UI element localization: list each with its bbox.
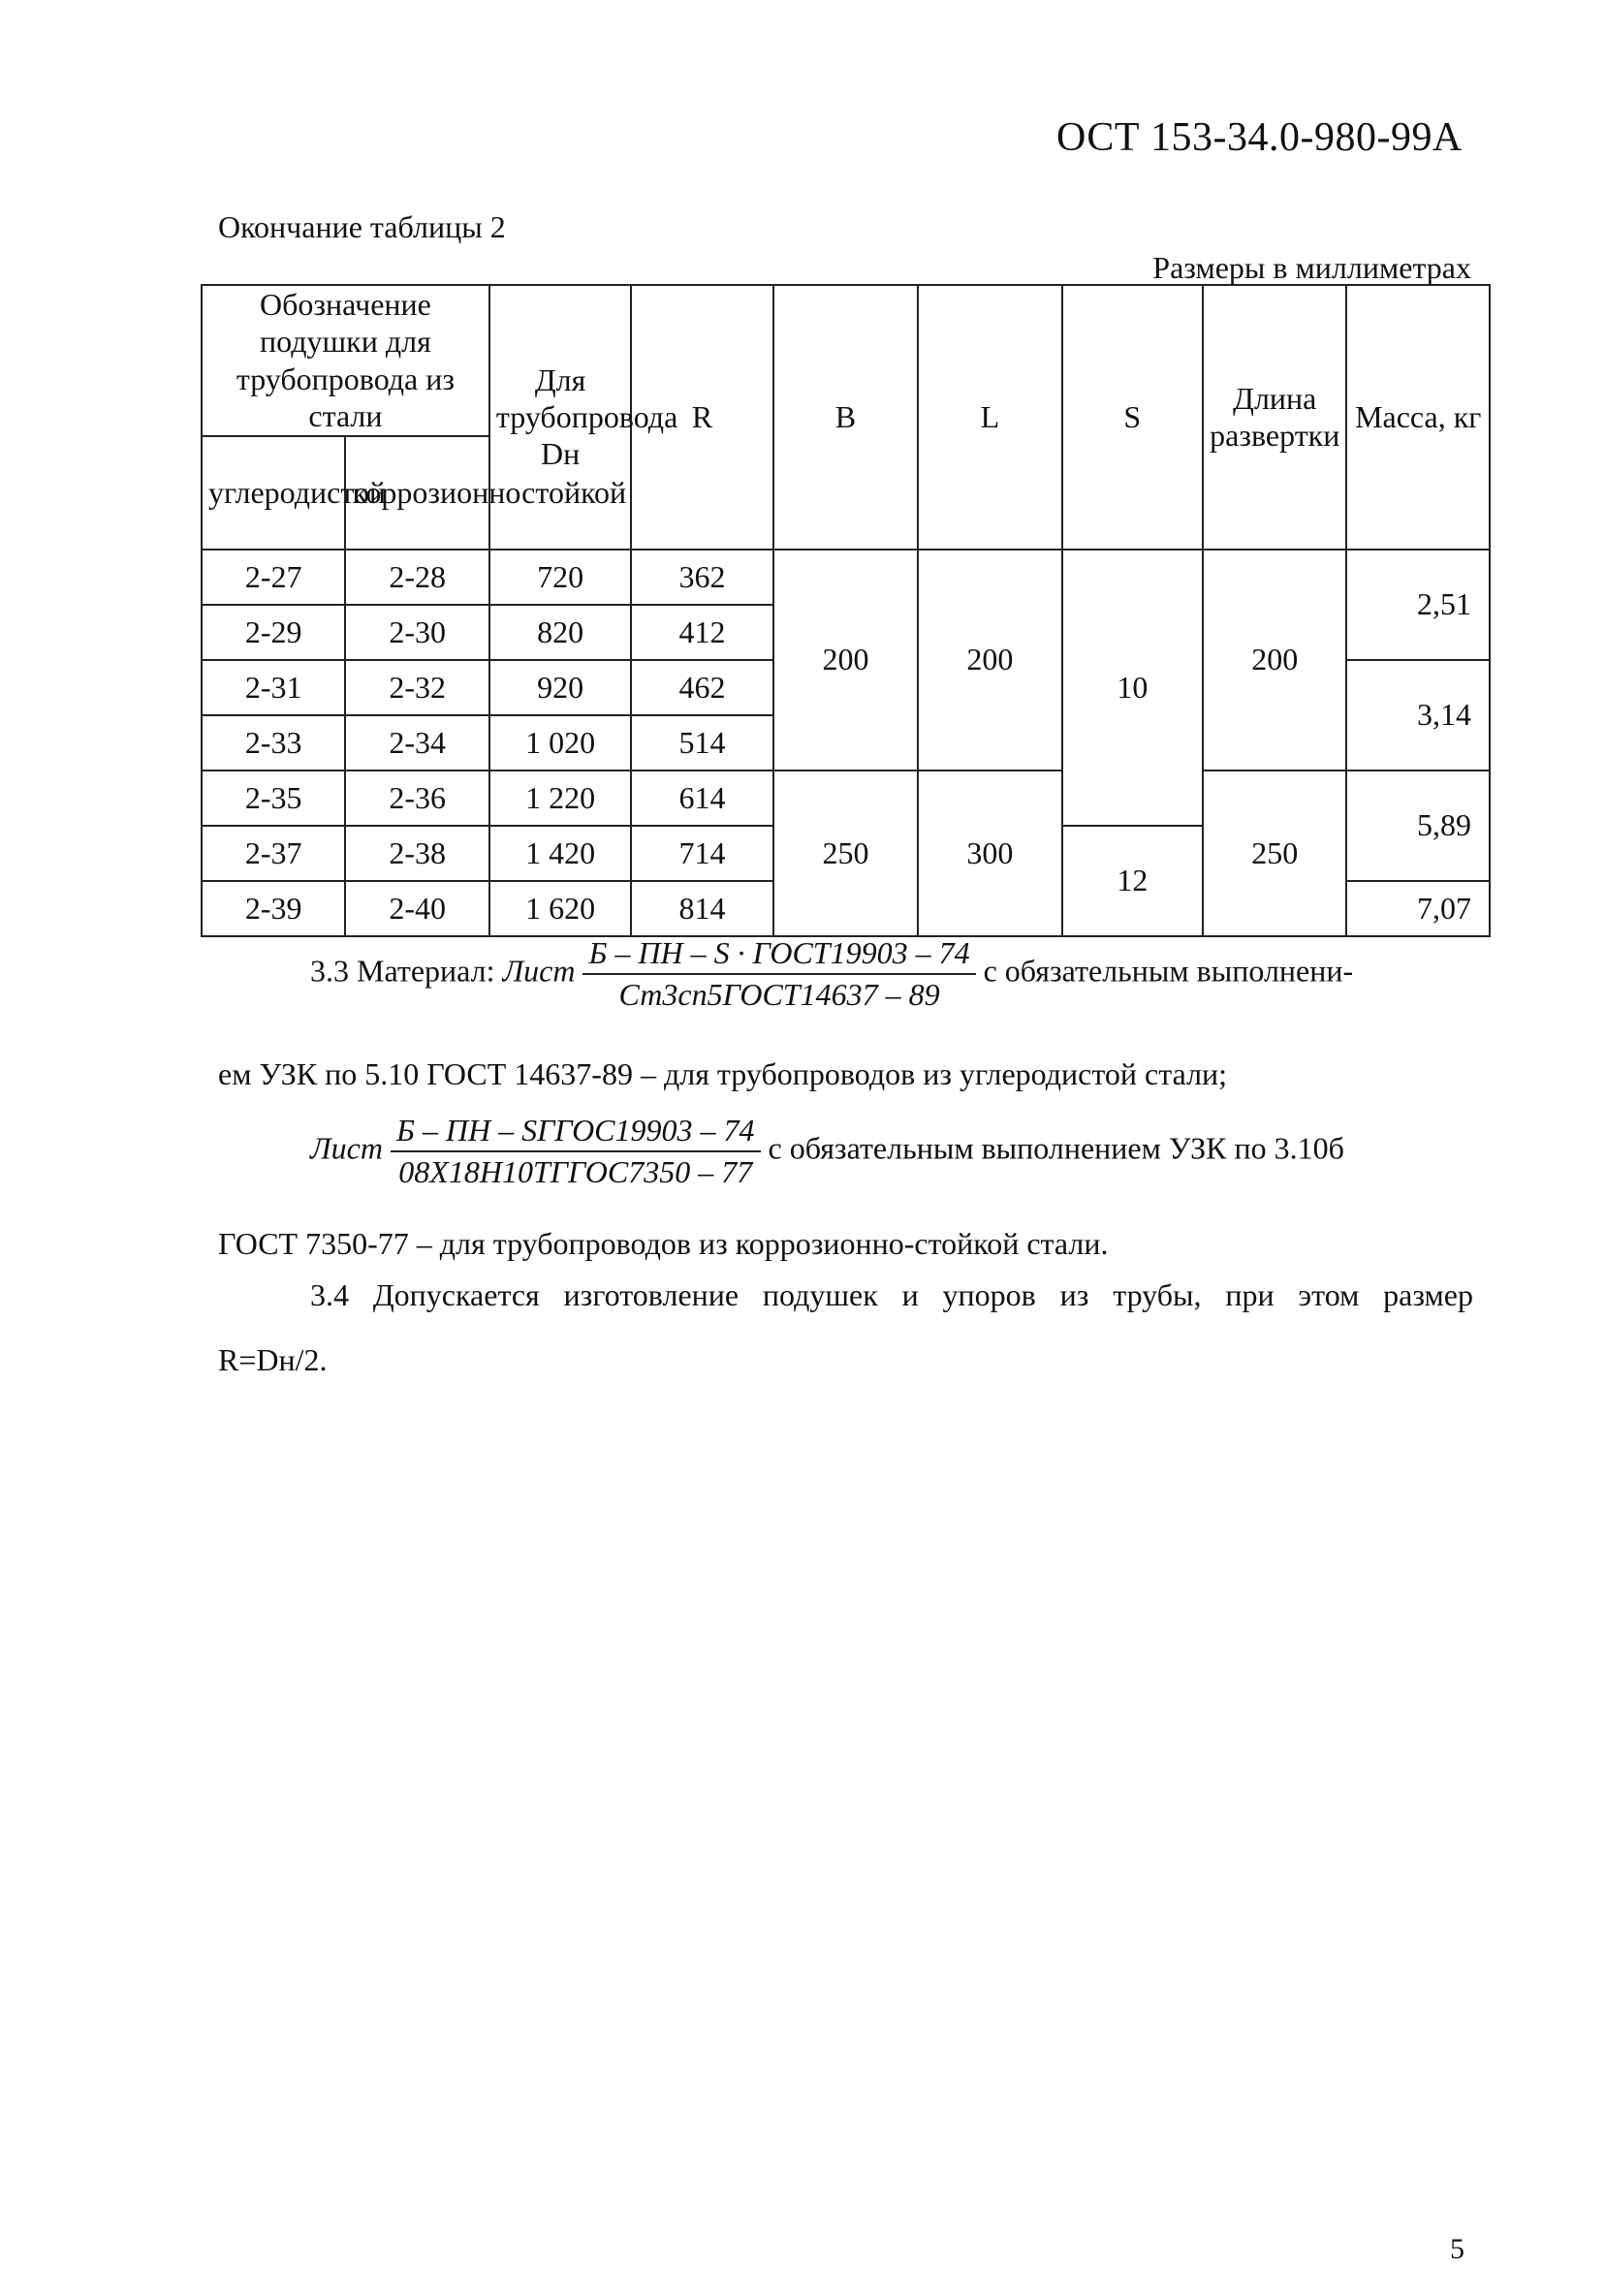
header-mass: Масса, кг [1346, 285, 1490, 550]
fraction-numerator: Б – ПН – S · ГОСТ19903 – 74 [582, 935, 975, 975]
material-fraction-stainless [391, 1113, 761, 1190]
cell-unfold: 250 [1203, 771, 1346, 936]
sheet-label: Лист [310, 1130, 383, 1166]
cell-mass: 2,51 [1346, 550, 1490, 660]
fraction-numerator: Б – ПН – SГГОС19903 – 74 [391, 1113, 761, 1152]
material-line-1 [310, 935, 1353, 1013]
clause-3-4-line-1: 3.4 Допускается изготовление подушек и упоров из трубы, при этом размер [310, 1277, 1473, 1312]
dimensions-table [201, 284, 1491, 937]
fraction-denominator: 08Х18Н10ТГГОС7350 – 77 [398, 1154, 753, 1189]
material-line-3 [310, 1113, 1344, 1190]
cell-carbon: 2-35 [202, 771, 345, 826]
cell-stainless: 2-38 [345, 826, 488, 881]
cell-carbon: 2-33 [202, 715, 345, 771]
cell-stainless: 2-30 [345, 605, 488, 660]
cell-carbon: 2-29 [202, 605, 345, 660]
header-unfold-length: Длина развертки [1203, 285, 1346, 550]
document-code: ОСТ 153-34.0-980-99А [1056, 115, 1463, 160]
cell-mass: 3,14 [1346, 660, 1490, 771]
cell-mass: 7,07 [1346, 881, 1490, 936]
cell-r: 412 [631, 605, 772, 660]
material-tail: с обязательным выполнени- [983, 953, 1354, 989]
material-line-4: ГОСТ 7350-77 – для трубопроводов из коррозионно-стойкой стали. [218, 1226, 1109, 1261]
header-r: R [631, 285, 772, 550]
cell-stainless: 2-34 [345, 715, 488, 771]
cell-dn: 1 020 [489, 715, 631, 771]
cell-l: 300 [918, 771, 1061, 936]
cell-carbon: 2-37 [202, 826, 345, 881]
table-row [202, 771, 1490, 826]
cell-carbon: 2-31 [202, 660, 345, 715]
cell-carbon: 2-39 [202, 881, 345, 936]
cell-b: 200 [773, 550, 918, 771]
header-s: S [1062, 285, 1203, 550]
header-stainless: коррозионностойкой [345, 436, 488, 550]
header-l: L [918, 285, 1061, 550]
cell-l: 200 [918, 550, 1061, 771]
cell-dn: 1 220 [489, 771, 631, 826]
header-designation: Обозначение подушки для трубопровода из стали [202, 285, 489, 436]
cell-r: 614 [631, 771, 772, 826]
cell-b: 250 [773, 771, 918, 936]
fraction-denominator: Ст3сп5ГОСТ14637 – 89 [618, 977, 940, 1012]
cell-dn: 820 [489, 605, 631, 660]
page-number: 5 [1450, 2233, 1464, 2265]
cell-dn: 920 [489, 660, 631, 715]
material-line-2: ем УЗК по 5.10 ГОСТ 14637-89 – для трубопроводов из углеродистой стали; [218, 1056, 1228, 1091]
material-lead: 3.3 Материал: [310, 953, 503, 989]
cell-r: 714 [631, 826, 772, 881]
cell-r: 462 [631, 660, 772, 715]
cell-r: 814 [631, 881, 772, 936]
sheet-label: Лист [502, 953, 576, 989]
cell-dn: 1 420 [489, 826, 631, 881]
cell-s: 10 [1062, 550, 1203, 826]
material-fraction-carbon [582, 935, 975, 1013]
cell-carbon: 2-27 [202, 550, 345, 605]
header-b: B [773, 285, 918, 550]
header-pipe-dn: Для трубопровода Dн [489, 285, 631, 550]
cell-dn: 1 620 [489, 881, 631, 936]
table-row [202, 550, 1490, 605]
clause-3-4-line-2: R=Dн/2. [218, 1342, 328, 1377]
cell-dn: 720 [489, 550, 631, 605]
cell-stainless: 2-32 [345, 660, 488, 715]
cell-unfold: 200 [1203, 550, 1346, 771]
material-tail: с обязательным выполнением УЗК по 3.10б [768, 1130, 1344, 1166]
cell-s: 12 [1062, 826, 1203, 936]
cell-r: 362 [631, 550, 772, 605]
table-caption: Окончание таблицы 2 [218, 209, 506, 244]
cell-stainless: 2-36 [345, 771, 488, 826]
header-carbon: углеродистой [202, 436, 345, 550]
cell-stainless: 2-40 [345, 881, 488, 936]
cell-stainless: 2-28 [345, 550, 488, 605]
cell-mass: 5,89 [1346, 771, 1490, 881]
cell-r: 514 [631, 715, 772, 771]
units-note: Размеры в миллиметрах [1152, 250, 1471, 285]
